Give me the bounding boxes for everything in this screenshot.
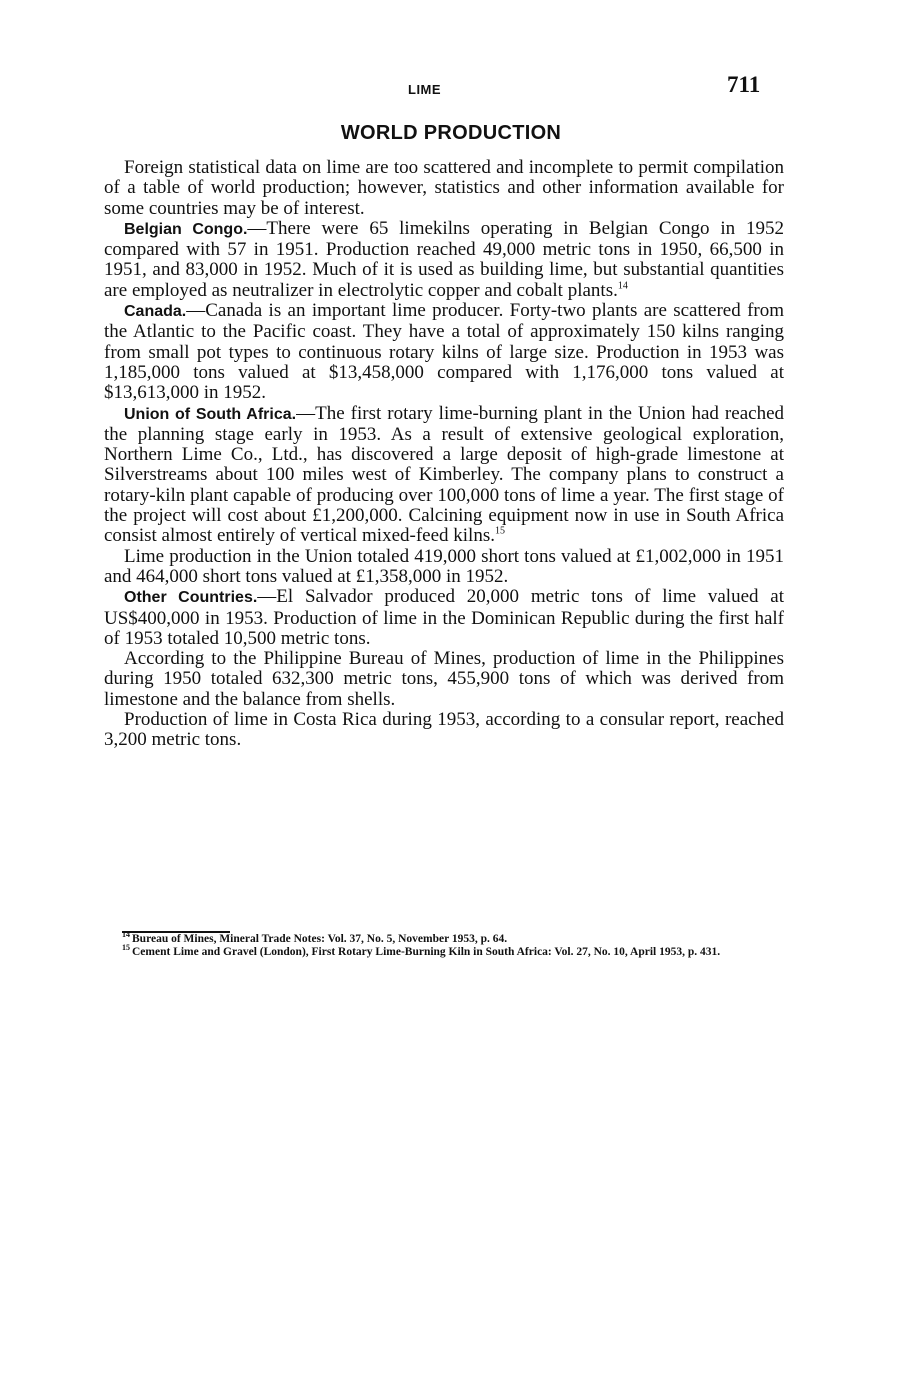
footnote-mark-14: 14 [122, 930, 130, 940]
canada-text: —Canada is an important lime producer. Forty-two plants are scattered from the Atlantic to the Pacific coast. They have a total of approximately 150 kilns ranging from small pot types to continuous rotary kilns of large size. Production in 1953 was 1,185,000 tons valued at $13,458,000 compared with 1,176,000 tons valued at $13,613,000 in 1952. [104, 300, 784, 404]
south-africa-production-paragraph: Lime production in the Union totaled 419,000 short tons valued at £1,002,000 in 1951 and 464,000 short tons valued at £1,358,000 in 1952. [104, 545, 784, 587]
costa-rica-paragraph: Production of lime in Costa Rica during 1953, according to a consular report, reached 3,200 metric tons. [104, 709, 784, 751]
footnote-14 [122, 930, 792, 946]
south-africa-text: —The first rotary lime-burning plant in the Union had reached the planning stage early in 1953. As a result of extensive geological exploration, Northern Lime Co., Ltd., has discovered a large deposit of high-grade limestone at Silverstreams about 100 miles west of Kimberley. The company plans to construct a rotary-kiln plant capable of producing over 100,000 tons of lime a year. The first stage of the project will cost about £1,200,000. Calcining equipment now in use in South Africa consist almost entirely of vertical mixed-feed kilns. [104, 402, 784, 547]
intro-paragraph: Foreign statistical data on lime are too scattered and incomplete to permit compilation of a table of world production; however, statistics and other information available for some countries may be of interest. [104, 157, 784, 219]
footnote-mark-15: 15 [122, 943, 130, 953]
footnote-ref-15: 15 [494, 526, 505, 538]
canada-heading: Canada. [124, 303, 187, 321]
footnote-15 [122, 943, 792, 959]
footnote-ref-14: 14 [617, 280, 628, 292]
belgian-congo-text: —There were 65 limekilns operating in Belgian Congo in 1952 compared with 57 in 1951. Production reached 49,000 metric tons in 1950, 66,500 in 1951, and 83,000 in 1952. Much of it is used as building lime, but substantial quantities are employed as neutralizer in electrolytic copper and cobalt plants. [104, 217, 785, 301]
footnote-text-15: Cement Lime and Gravel (London), First Rotary Lime-Burning Kiln in South Africa: Vol. 27, No. 10, April 1953, p. 431. [132, 946, 721, 958]
belgian-congo-paragraph [104, 219, 784, 301]
other-countries-text: —El Salvador produced 20,000 metric tons of lime valued at US$400,000 in 1953. Production of lime in the Dominican Republic during the first half of 1953 totaled 10,500 metric tons. [104, 586, 785, 649]
south-africa-heading: Union of South Africa. [124, 405, 297, 423]
section-title: WORLD PRODUCTION [340, 122, 562, 144]
other-countries-paragraph [104, 587, 784, 649]
body-text [104, 158, 784, 751]
other-countries-heading: Other Countries. [124, 589, 258, 607]
belgian-congo-heading: Belgian Congo. [124, 220, 248, 238]
running-head: LIME [408, 82, 442, 97]
philippines-paragraph: According to the Philippine Bureau of Mines, production of lime in the Philippines during 1950 totaled 632,300 metric tons, 455,900 tons of which was derived from limestone and the balance from shells. [104, 648, 784, 710]
footnotes [122, 930, 792, 959]
footnote-text-14: Bureau of Mines, Mineral Trade Notes: Vol. 37, No. 5, November 1953, p. 64. [132, 933, 508, 945]
canada-paragraph [104, 301, 784, 403]
page-number: 711 [727, 72, 761, 97]
south-africa-paragraph [104, 404, 784, 547]
